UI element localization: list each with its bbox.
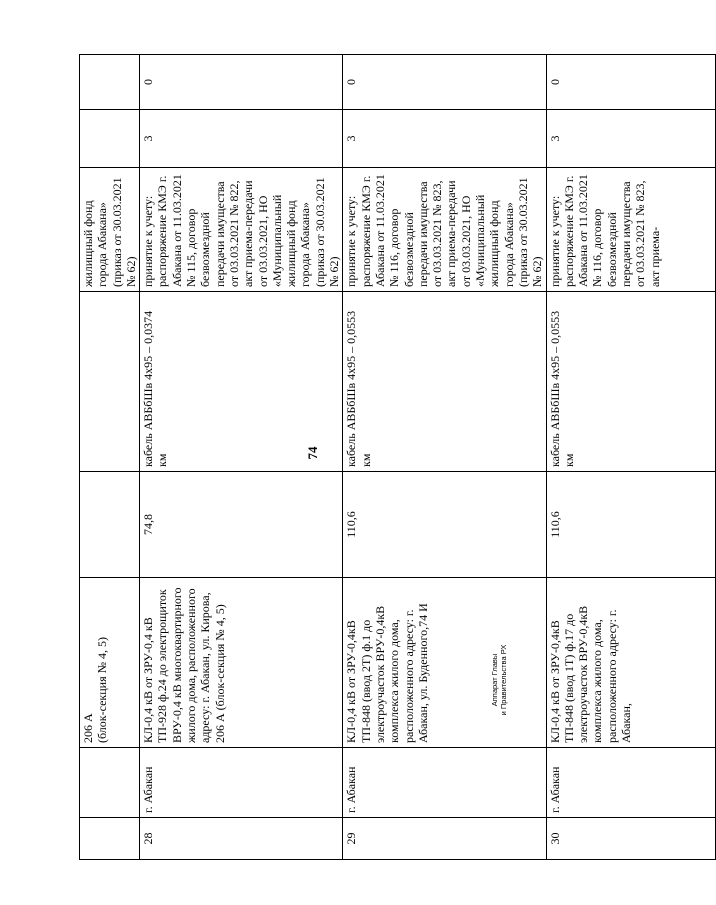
cell-city — [80, 748, 140, 818]
cell-col8: 0 — [546, 55, 715, 110]
cell-cable — [80, 292, 140, 472]
cell-name: КЛ-0,4 кВ от ЗРУ-0,4кВ ТП-848 (ввод 2Т) ф.1 до электроучасток ВРУ-0,4кВ комплекса жилого дома, расположенного адресу: г. Абакан, ул. Буденного,74 И — [343, 578, 546, 748]
cell-num — [80, 818, 140, 860]
cell-num: 28 — [140, 818, 343, 860]
cell-name: 206 А (блок-секция № 4, 5) — [80, 578, 140, 748]
cell-basis: принятие к учету: распоряжение КМЭ г. Абакана от 11.03.2021 № 115, договор безвозмездной передачи имущества от 03.03.2021 № 822, акт приема-передачи от 03.03.2021, НО «Муниципальный жилищный фонд города Абакана» (приказ от 30.03.2021 № 62) — [140, 168, 343, 292]
registry-table-wrapper — [79, 55, 662, 860]
table-row — [140, 55, 343, 860]
registry-table — [79, 54, 716, 860]
cell-num: 29 — [343, 818, 546, 860]
cell-col7 — [80, 110, 140, 168]
cell-col7: 3 — [140, 110, 343, 168]
stamp-line-2: и Правительства РХ — [499, 644, 508, 716]
cell-col8: 0 — [140, 55, 343, 110]
table-row — [343, 55, 546, 860]
cell-name: КЛ-0,4 кВ от ЗРУ-0,4кВ ТП-848 (ввод 1Т) ф.17 до электроучасток ВРУ-0,4кВ комплекса жилого дома, расположенного адресу: г. Абакан, — [546, 578, 715, 748]
page-number: 74 — [305, 446, 320, 460]
table-row-continuation — [80, 55, 140, 860]
cell-col7: 3 — [546, 110, 715, 168]
cell-cable: кабель АВБбШв 4х95 – 0,0553 км — [343, 292, 546, 472]
cell-cable: кабель АВБбШв 4х95 – 0,0553 км — [546, 292, 715, 472]
cell-basis: принятие к учету: распоряжение КМЭ г. Абакана от 11.03.2021 № 116, договор безвозмездной передачи имущества от 03.03.2021 № 823, акт приема- — [546, 168, 715, 292]
cell-cable: кабель АВБбШв 4х95 – 0,0374 км — [140, 292, 343, 472]
table-row — [546, 55, 715, 860]
cell-length: 110,6 — [343, 472, 546, 578]
cell-city: г. Абакан — [343, 748, 546, 818]
stamp-line-1: Аппарат Главы — [490, 653, 499, 707]
cell-name: КЛ-0,4 кВ от ЗРУ-0,4 кВ ТП-928 ф.24 до электрощиток ВРУ-0,4 кВ многоквартирного жилого дома, расположенного адресу: г. Абакан, ул. Кирова, 206 А (блок-секция № 4, 5) — [140, 578, 343, 748]
cell-col8 — [80, 55, 140, 110]
cell-col8: 0 — [343, 55, 546, 110]
cell-basis: жилищный фонд города Абакана» (приказ от 30.03.2021 № 62) — [80, 168, 140, 292]
cell-city: г. Абакан — [140, 748, 343, 818]
cell-length: 74,8 — [140, 472, 343, 578]
cell-col7: 3 — [343, 110, 546, 168]
cell-length: 110,6 — [546, 472, 715, 578]
cell-city: г. Абакан — [546, 748, 715, 818]
cell-basis: принятие к учету: распоряжение КМЭ г. Абакана от 11.03.2021 № 116, договор безвозмездной передачи имущества от 03.03.2021 № 823, акт приема-передачи от 03.03.2021, НО «Муниципальный жилищный фонд города Абакана» (приказ от 30.03.2021 № 62) — [343, 168, 546, 292]
cell-length — [80, 472, 140, 578]
cell-num: 30 — [546, 818, 715, 860]
